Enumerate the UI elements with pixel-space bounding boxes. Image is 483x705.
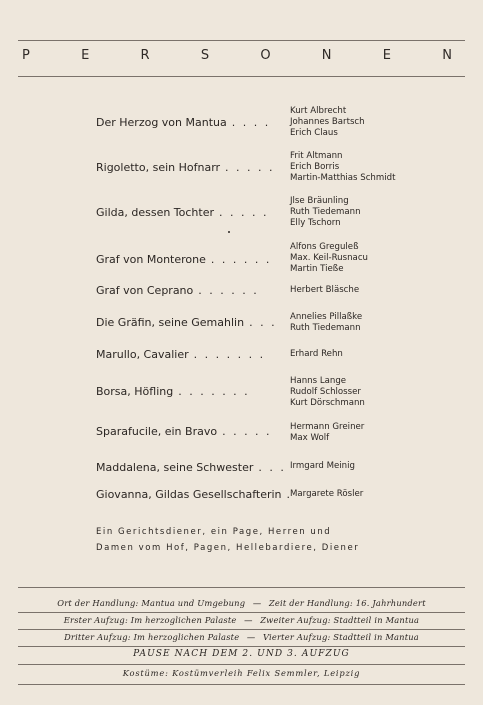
role-name: Graf von Ceprano . . . . . . [96, 284, 259, 297]
role-name: Rigoletto, sein Hofnarr . . . . . [96, 161, 275, 174]
role-name: Borsa, Höfling . . . . . . . [96, 385, 250, 398]
top-rule [18, 40, 465, 41]
role-name: Graf von Monterone . . . . . . [96, 253, 272, 266]
actor-name: Martin-Matthias Schmidt [290, 173, 396, 183]
separator: — [246, 632, 256, 642]
role-name: Marullo, Cavalier . . . . . . . [96, 348, 266, 361]
footer-rule [18, 646, 465, 647]
page-heading [22, 48, 452, 63]
actor-name: Johannes Bartsch [290, 117, 365, 127]
cast-row-borsa [96, 374, 463, 414]
cast-row-monterone [96, 240, 463, 280]
actor-list [290, 312, 362, 334]
actor-list [290, 461, 355, 472]
heading-letter: N [442, 48, 452, 63]
heading-letter: N [321, 48, 332, 63]
actor-name: Max Wolf [290, 433, 330, 443]
cast-row-sparafucile [96, 419, 463, 459]
heading-letter: R [140, 48, 150, 63]
actor-name: Alfons Greguleß [290, 242, 359, 252]
actor-name: Erich Claus [290, 128, 338, 138]
actor-list [290, 376, 365, 409]
setting-place: Ort der Handlung: Mantua und Umgebung [57, 598, 246, 608]
heading-letter: E [81, 48, 90, 63]
actor-name: Hanns Lange [290, 376, 347, 386]
footer-acts-line-1 [18, 615, 465, 625]
actor-name: Margarete Rösler [290, 489, 364, 499]
actor-name: Erich Borris [290, 162, 340, 172]
role-name: Der Herzog von Mantua . . . . [96, 116, 271, 129]
footer-rule [18, 629, 465, 630]
actor-name: Jlse Bräunling [290, 196, 349, 206]
actor-name: Irmgard Meinig [290, 461, 355, 471]
heading-letter: S [200, 48, 210, 63]
actor-list [290, 349, 343, 360]
actor-name: Rudolf Schlosser [290, 387, 361, 397]
bottom-rule [18, 684, 465, 685]
actor-name: Annelies Pillaßke [290, 312, 363, 322]
act-one: Erster Aufzug: Im herzoglichen Palaste [63, 615, 237, 625]
actor-name: Ruth Tiedemann [290, 323, 361, 333]
actor-name: Max. Keil-Rusnacu [290, 253, 368, 263]
footer-acts-line-2 [18, 632, 465, 642]
print-dot [228, 231, 230, 233]
actor-list [290, 196, 361, 229]
cast-row-giovanna [96, 486, 463, 526]
cast-row-rigoletto [96, 151, 463, 191]
ensemble-line: Ein Gerichtsdiener, ein Page, Herren und [96, 527, 332, 537]
act-four: Vierter Aufzug: Stadtteil in Mantua [263, 632, 419, 642]
act-two: Zweiter Aufzug: Stadtteil in Mantua [260, 615, 420, 625]
actor-list [290, 151, 395, 184]
actor-name: Kurt Dörschmann [290, 398, 365, 408]
actor-name: Kurt Albrecht [290, 106, 347, 116]
actor-name: Martin Tieße [290, 264, 344, 274]
actor-name: Erhard Rehn [290, 349, 343, 359]
cast-row-herzog [96, 106, 463, 146]
role-name: Sparafucile, ein Bravo . . . . . [96, 425, 272, 438]
separator: — [244, 615, 253, 625]
ensemble-line: Damen vom Hof, Pagen, Hellebardiere, Diener [96, 543, 360, 553]
setting-time: Zeit der Handlung: 16. Jahrhundert [268, 598, 426, 608]
actor-list [290, 489, 363, 500]
heading-letter: P [22, 48, 30, 63]
actor-name: Elly Tschorn [290, 218, 341, 228]
actor-name: Herbert Bläsche [290, 285, 360, 295]
actor-name: Ruth Tiedemann [290, 207, 361, 217]
heading-rule [18, 76, 465, 77]
intermission-note: PAUSE NACH DEM 2. UND 3. AUFZUG [133, 649, 350, 659]
heading-letter: E [382, 48, 391, 63]
actor-name: Frit Altmann [290, 151, 343, 161]
cast-row-graefin [96, 310, 463, 350]
actor-list [290, 242, 368, 275]
heading-letter: O [260, 48, 271, 63]
actor-list [290, 285, 359, 296]
actor-name: Hermann Greiner [290, 422, 365, 432]
cast-row-gilda [96, 194, 463, 234]
footer-rule [18, 612, 465, 613]
separator: — [252, 598, 262, 608]
footer-top-rule [18, 587, 465, 588]
footer-rule [18, 664, 465, 665]
role-name: Gilda, dessen Tochter . . . . . [96, 206, 269, 219]
role-name: Die Gräfin, seine Gemahlin . . . [96, 316, 277, 329]
footer-setting-line [18, 598, 465, 608]
actor-list [290, 106, 365, 139]
actor-list [290, 422, 364, 444]
costume-credit: Kostüme: Kostümverleih Felix Semmler, Leipzig [122, 668, 361, 678]
ensemble-note [96, 524, 359, 556]
act-three: Dritter Aufzug: Im herzoglichen Palaste [64, 632, 240, 642]
role-name: Giovanna, Gildas Gesellschafterin . [96, 488, 293, 501]
role-name: Maddalena, seine Schwester . . . [96, 461, 286, 474]
